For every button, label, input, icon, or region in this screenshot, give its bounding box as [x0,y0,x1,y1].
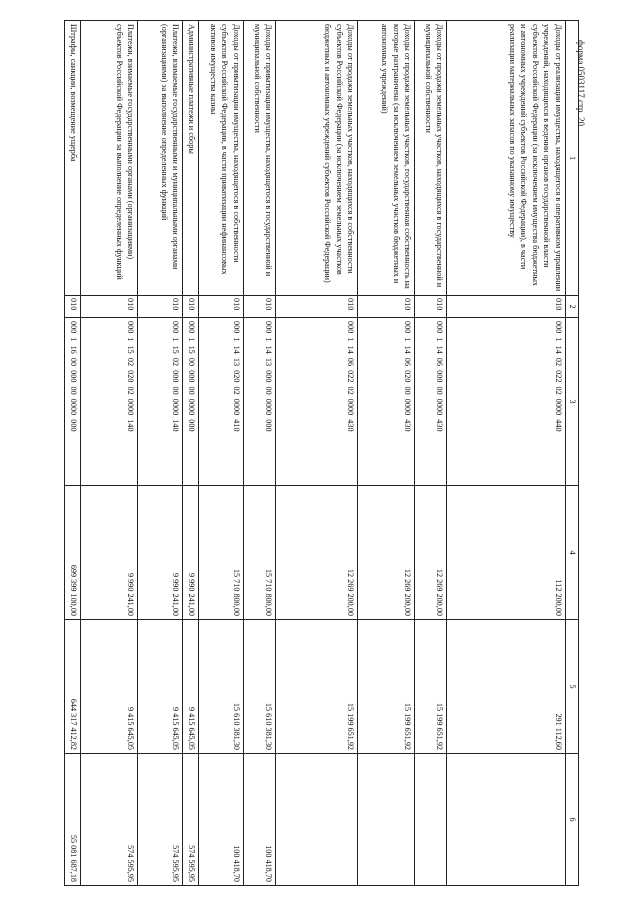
header-col-6: 6 [566,754,579,886]
row-budget-code: 000 1 15 02 000 00 0000 140 [138,318,183,486]
row-name: Административные платежи и сборы [183,21,199,296]
header-col-1: 1 [566,21,579,296]
row-approved: 9 990 241,00 [183,486,199,620]
row-line-code: 010 [415,296,447,318]
row-unexecuted [415,754,447,886]
table-row [447,21,566,886]
row-approved: 9 990 241,00 [81,486,138,620]
row-unexecuted [447,754,566,886]
row-line-code: 010 [243,296,275,318]
report-table [64,20,579,886]
row-line-code: 010 [183,296,199,318]
table-row [183,21,199,886]
row-budget-code: 000 1 15 02 020 02 0000 140 [81,318,138,486]
row-executed: 15 610 381,30 [199,620,244,754]
table-row [65,21,81,886]
rotated-page [64,20,579,885]
table-row [415,21,447,886]
row-line-code: 010 [276,296,358,318]
row-unexecuted: 100 418,70 [243,754,275,886]
row-approved: 112 200,00 [447,486,566,620]
row-executed: 291 112,60 [447,620,566,754]
row-approved: 699 399 100,00 [65,486,81,620]
row-unexecuted [358,754,415,886]
row-approved: 9 990 241,00 [138,486,183,620]
row-line-code: 010 [199,296,244,318]
row-approved: 15 710 800,00 [243,486,275,620]
row-line-code: 010 [138,296,183,318]
row-name: Доходы от продажи земельных участков, находящихся в государственной и муниципальной собственности [415,21,447,296]
row-budget-code: 000 1 14 02 022 02 0000 440 [447,318,566,486]
row-budget-code: 000 1 14 13 000 00 0000 000 [243,318,275,486]
table-row [199,21,244,886]
row-line-code: 010 [81,296,138,318]
row-executed: 15 610 381,30 [243,620,275,754]
row-unexecuted: 574 595,95 [81,754,138,886]
table-row [358,21,415,886]
row-executed: 644 317 412,82 [65,620,81,754]
row-executed: 15 199 651,92 [358,620,415,754]
row-name: Штрафы, санкции, возмещение ущерба [65,21,81,296]
row-budget-code: 000 1 14 06 000 00 0000 430 [415,318,447,486]
row-name: Доходы от приватизации имущества, находящегося в собственности субъектов Российской Федерации, в части приватизации нефинансовых активов имущества казны [199,21,244,296]
row-executed: 9 415 645,05 [183,620,199,754]
table-row [276,21,358,886]
row-executed: 15 199 651,92 [415,620,447,754]
row-unexecuted: 574 595,95 [183,754,199,886]
header-row [566,21,579,886]
row-unexecuted: 100 418,70 [199,754,244,886]
table-row [138,21,183,886]
report-table-container [64,20,579,885]
row-budget-code: 000 1 14 13 020 02 0000 410 [199,318,244,486]
form-label-text: форма 0503117 стр. 20 [576,39,586,127]
row-approved: 12 269 200,00 [415,486,447,620]
header-col-4: 4 [566,486,579,620]
row-budget-code: 000 1 15 00 000 00 0000 000 [183,318,199,486]
row-line-code: 010 [358,296,415,318]
row-executed: 15 199 651,92 [276,620,358,754]
row-name: Доходы от продажи земельных участков, находящихся в собственности субъектов Российской Федерации (за исключением земельных участков бюджетных и автономных учреждений субъектов Российской Федерации) [276,21,358,296]
row-unexecuted: 55 081 687,18 [65,754,81,886]
row-name: Платежи, взимаемые государственными и муниципальными органами (организациями) за выполнение определенных функций [138,21,183,296]
row-approved: 12 269 200,00 [276,486,358,620]
row-approved: 15 710 800,00 [199,486,244,620]
row-approved: 12 269 200,00 [358,486,415,620]
row-name: Платежи, взимаемые государственными органами (организациями) субъектов Российской Федерации за выполнение определенных функций [81,21,138,296]
row-budget-code: 000 1 16 00 000 00 0000 000 [65,318,81,486]
row-executed: 9 415 645,05 [138,620,183,754]
row-line-code: 010 [447,296,566,318]
row-line-code: 010 [65,296,81,318]
row-unexecuted: 574 595,95 [138,754,183,886]
table-row [243,21,275,886]
row-name: Доходы от продажи земельных участков, государственная собственность на которые разграничена (за исключением земельных участков бюджетных и автономных учреждений) [358,21,415,296]
row-name: Доходы от реализации имущества, находящегося в оперативном управлении учреждений, находящихся в ведении органов государственной власти субъектов Российской Федерации (за исключением имущества бюджетных и автономных учреждений субъектов Российской Федерации), в части реализации материальных запасов по указанному имуществу [447,21,566,296]
row-budget-code: 000 1 14 06 020 00 0000 430 [358,318,415,486]
header-col-2: 2 [566,296,579,318]
row-unexecuted [276,754,358,886]
row-name: Доходы от приватизации имущества, находящегося в государственной и муниципальной собственности [243,21,275,296]
header-col-3: 3 [566,318,579,486]
row-budget-code: 000 1 14 06 022 02 0000 430 [276,318,358,486]
table-row [81,21,138,886]
row-executed: 9 415 645,05 [81,620,138,754]
header-col-5: 5 [566,620,579,754]
